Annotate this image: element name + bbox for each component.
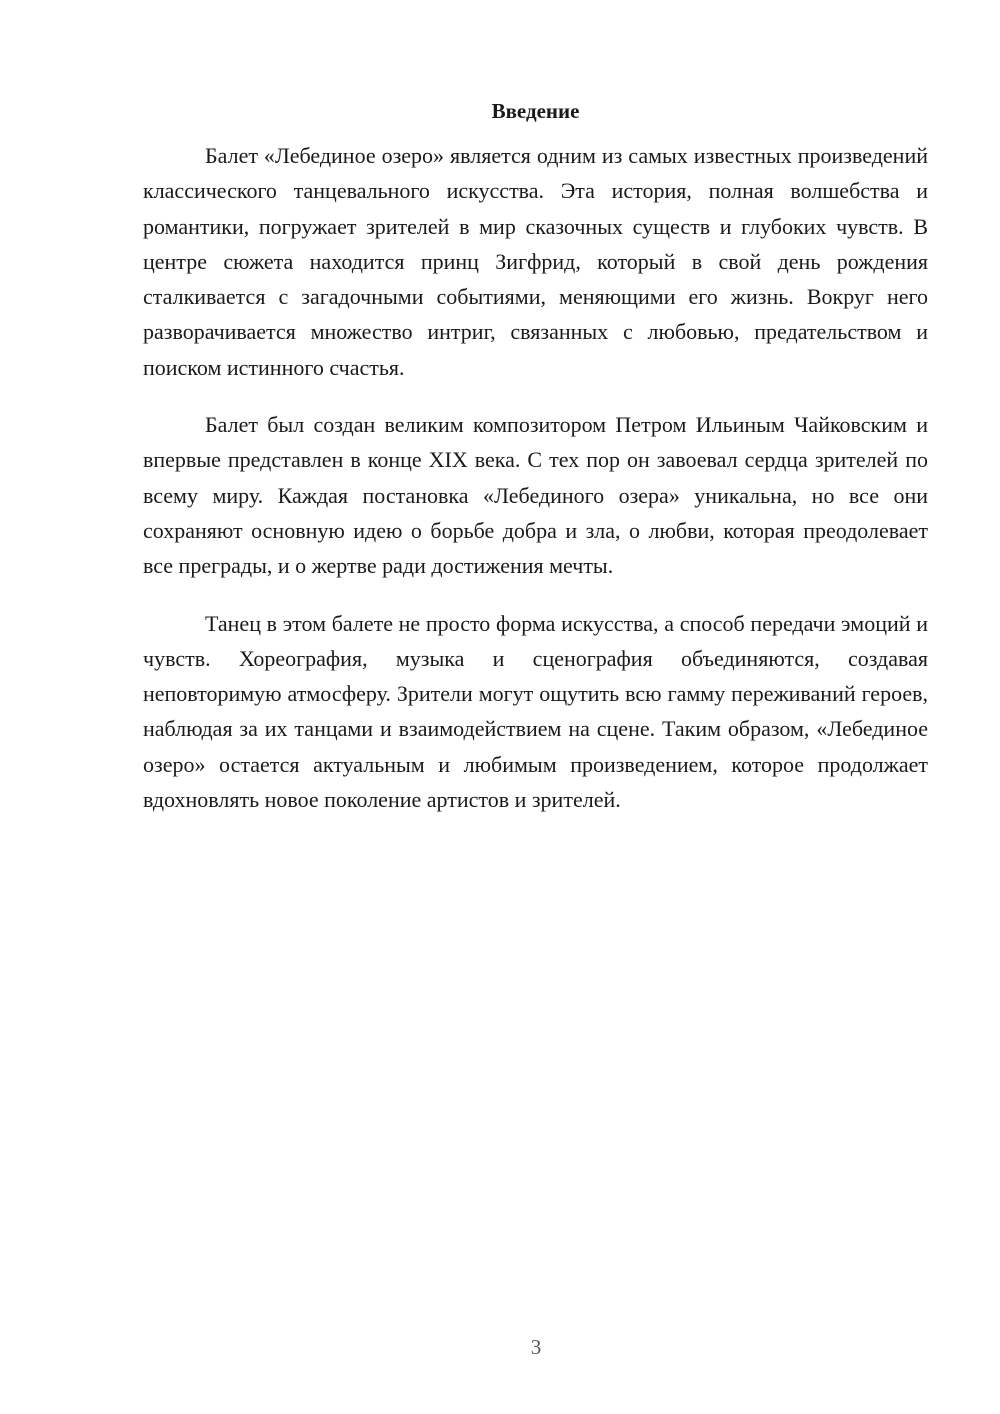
page-content xyxy=(143,96,928,839)
page-number: 3 xyxy=(530,1335,542,1359)
paragraph-2: Балет был создан великим композитором Петром Ильиным Чайковским и впервые представлен в конце XIX века. С тех пор он завоевал сердца зрителей по всему миру. Каждая постановка «Лебединого озера» уникальна, но все они сохраняют основную идею о борьбе добра и зла, о любви, которая преодолевает все преграды, и о жертве ради достижения мечты. xyxy=(143,412,928,579)
paragraph-1: Балет «Лебединое озеро» является одним из самых известных произведений классического танцевального искусства. Эта история, полная волшебства и романтики, погружает зрителей в мир сказочных существ и глубоких чувств. В центре сюжета находится принц Зигфрид, который в свой день рождения сталкивается с загадочными событиями, меняющими его жизнь. Вокруг него разворачивается множество интриг, связанных с любовью, предательством и поиском истинного счастья. xyxy=(143,143,928,380)
section-title: Введение xyxy=(491,99,580,123)
paragraph-3: Танец в этом балете не просто форма искусства, а способ передачи эмоций и чувств. Хореография, музыка и сценография объединяются, создавая неповторимую атмосферу. Зрители могут ощутить всю гамму переживаний героев, наблюдая за их танцами и взаимодействием на сцене. Таким образом, «Лебединое озеро» остается актуальным и любимым произведением, которое продолжает вдохновлять новое поколение артистов и зрителей. xyxy=(143,610,928,813)
